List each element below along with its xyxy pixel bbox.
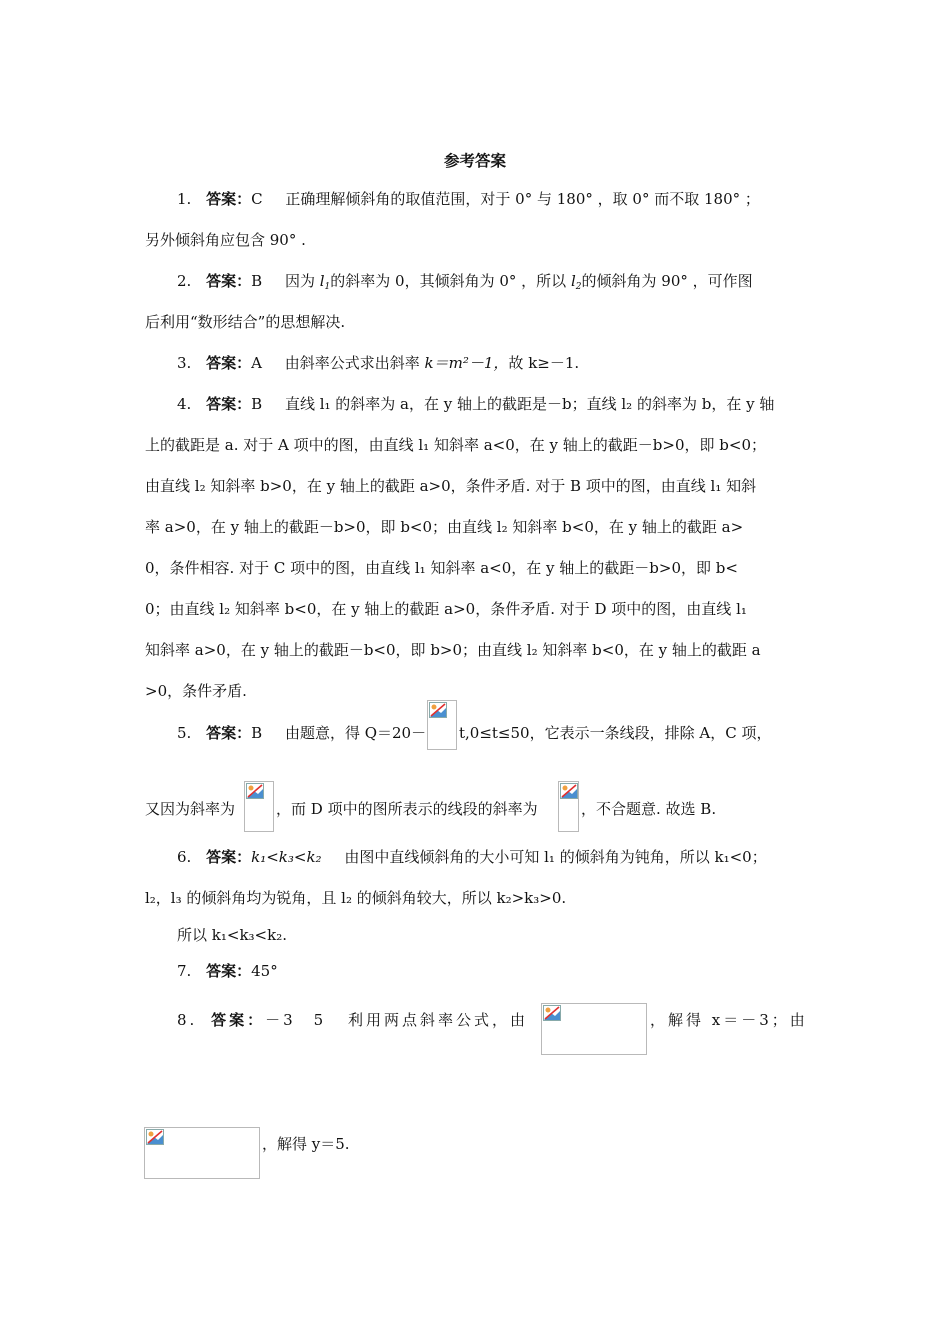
answer-1-line-1 — [177, 189, 760, 209]
answer-text: 因为 — [284, 272, 315, 290]
broken-image-icon — [146, 1129, 164, 1145]
answer-choice: C — [251, 190, 263, 208]
answer-value: 45° — [251, 962, 278, 980]
answer-4-line-3: 由直线 l₂ 知斜率 b>0，在 y 轴上的截距 a>0，条件矛盾. 对于 B 项中的图，由直线 l₁ 知斜 — [145, 477, 757, 495]
answer-4-line-8: >0，条件矛盾. — [145, 682, 247, 700]
formula-image — [558, 781, 579, 832]
answer-5-line-2b: ，而 D 项中的图所表示的线段的斜率为 — [276, 800, 538, 818]
answer-choice: B — [251, 395, 263, 413]
answer-choice: B — [251, 724, 263, 742]
broken-image-icon — [560, 783, 578, 799]
answer-label: 答案 — [206, 962, 237, 980]
answer-4-line-2: 上的截距是 a. 对于 A 项中的图，由直线 l₁ 知斜率 a<0，在 y 轴上的截距－b>0，即 b<0； — [145, 436, 766, 454]
answer-text: 直线 l₁ 的斜率为 a，在 y 轴上的截距是－b；直线 l₂ 的斜率为 b，在 y 轴 — [284, 395, 775, 413]
answer-5-line-2a: 又因为斜率为 — [145, 800, 236, 818]
answer-7-line-1 — [177, 961, 278, 981]
answer-text: 利用两点斜率公式，由 — [348, 1011, 529, 1029]
answer-colon: ： — [236, 962, 252, 980]
answer-colon: ： — [247, 1011, 266, 1029]
page-title: 参考答案 — [443, 151, 506, 170]
answer-4-line-6: 0；由直线 l₂ 知斜率 b<0，在 y 轴上的截距 a>0，条件矛盾. 对于 D 项中的图，由直线 l₁ — [145, 600, 747, 618]
question-number: 8. — [177, 1011, 198, 1029]
answer-2-line-2: 后利用“数形结合”的思想解决. — [145, 313, 346, 331]
answer-choice: A — [251, 354, 262, 372]
question-number: 1. — [177, 190, 192, 208]
answer-label: 答案 — [206, 354, 237, 372]
answer-6-line-1 — [177, 847, 767, 867]
answer-6-line-3: 所以 k₁<k₃<k₂. — [177, 926, 287, 944]
question-number: 3. — [177, 354, 192, 372]
answer-explanation: 正确理解倾斜角的取值范围，对于 0° 与 180° ，取 0° 而不取 180° ； — [285, 190, 760, 208]
answer-4-line-5: 0，条件相容. 对于 C 项中的图，由直线 l₁ 知斜率 a<0，在 y 轴上的截距－b>0，即 b< — [145, 559, 738, 577]
line-l1-symbol: $l_1$ — [319, 272, 331, 292]
question-number: 7. — [177, 962, 192, 980]
answer-3-line-1 — [177, 353, 579, 373]
answer-text: 的倾斜角为 90° ，可作图 — [581, 272, 753, 290]
answer-8-line-1 — [177, 1010, 528, 1030]
answer-colon: ： — [236, 724, 252, 742]
formula-image — [244, 781, 274, 832]
answer-5-line-1 — [177, 723, 426, 743]
formula-image — [541, 1003, 647, 1055]
answer-8-line-2: ，解得 y＝5. — [262, 1135, 350, 1153]
answer-choice: B — [251, 272, 263, 290]
broken-image-icon — [543, 1005, 561, 1021]
answer-label: 答案 — [206, 272, 237, 290]
question-number: 5. — [177, 724, 192, 742]
answer-4-line-1 — [177, 394, 774, 414]
answer-text: 的斜率为 0，其倾斜角为 0° ，所以 — [330, 272, 567, 290]
answer-label: 答案 — [206, 848, 237, 866]
answer-1-line-2: 另外倾斜角应包含 90° . — [145, 231, 306, 249]
answer-colon: ： — [236, 354, 252, 372]
answer-2-line-1 — [177, 271, 753, 291]
question-number: 4. — [177, 395, 192, 413]
broken-image-icon — [246, 783, 264, 799]
formula-image — [144, 1127, 260, 1179]
answer-colon: ： — [236, 848, 252, 866]
answer-label: 答案 — [206, 190, 237, 208]
line-l2-symbol: $l_2$ — [570, 272, 582, 292]
answer-4-line-7: 知斜率 a>0，在 y 轴上的截距－b<0，即 b>0；由直线 l₂ 知斜率 b<0，在 y 轴上的截距 a — [145, 641, 761, 659]
slope-equation: k＝m²－1， — [424, 354, 509, 372]
answer-colon: ： — [236, 272, 252, 290]
formula-image — [427, 700, 457, 750]
broken-image-icon — [429, 702, 447, 718]
answer-colon: ： — [236, 395, 252, 413]
answer-label: 答案 — [206, 395, 237, 413]
question-number: 6. — [177, 848, 192, 866]
answer-values: －3 5 — [265, 1011, 327, 1029]
answer-5-line-2c: ，不合题意. 故选 B. — [581, 800, 717, 818]
answer-label: 答案 — [211, 1011, 248, 1029]
question-number: 2. — [177, 272, 192, 290]
answer-text: 由图中直线倾斜角的大小可知 l₁ 的倾斜角为钝角，所以 k₁<0； — [344, 848, 767, 866]
answer-4-line-4: 率 a>0，在 y 轴上的截距－b>0，即 b<0；由直线 l₂ 知斜率 b<0，在 y 轴上的截距 a> — [145, 518, 744, 536]
answer-8-line-1-tail: ，解得 x＝－3；由 — [650, 1011, 808, 1029]
answer-5-line-1-tail: t,0≤t≤50，它表示一条线段，排除 A，C 项， — [459, 724, 772, 742]
answer-label: 答案 — [206, 724, 237, 742]
slope-relation: k₁<k₃<k₂ — [251, 848, 322, 866]
answer-text: 由斜率公式求出斜率 — [284, 354, 420, 372]
answer-6-line-2: l₂，l₃ 的倾斜角均为锐角，且 l₂ 的倾斜角较大，所以 k₂>k₃>0. — [145, 889, 567, 907]
answer-text: 由题意，得 Q＝20－ — [284, 724, 427, 742]
answer-conclusion: 故 k≥－1. — [508, 354, 580, 372]
answer-colon: ： — [236, 190, 252, 208]
